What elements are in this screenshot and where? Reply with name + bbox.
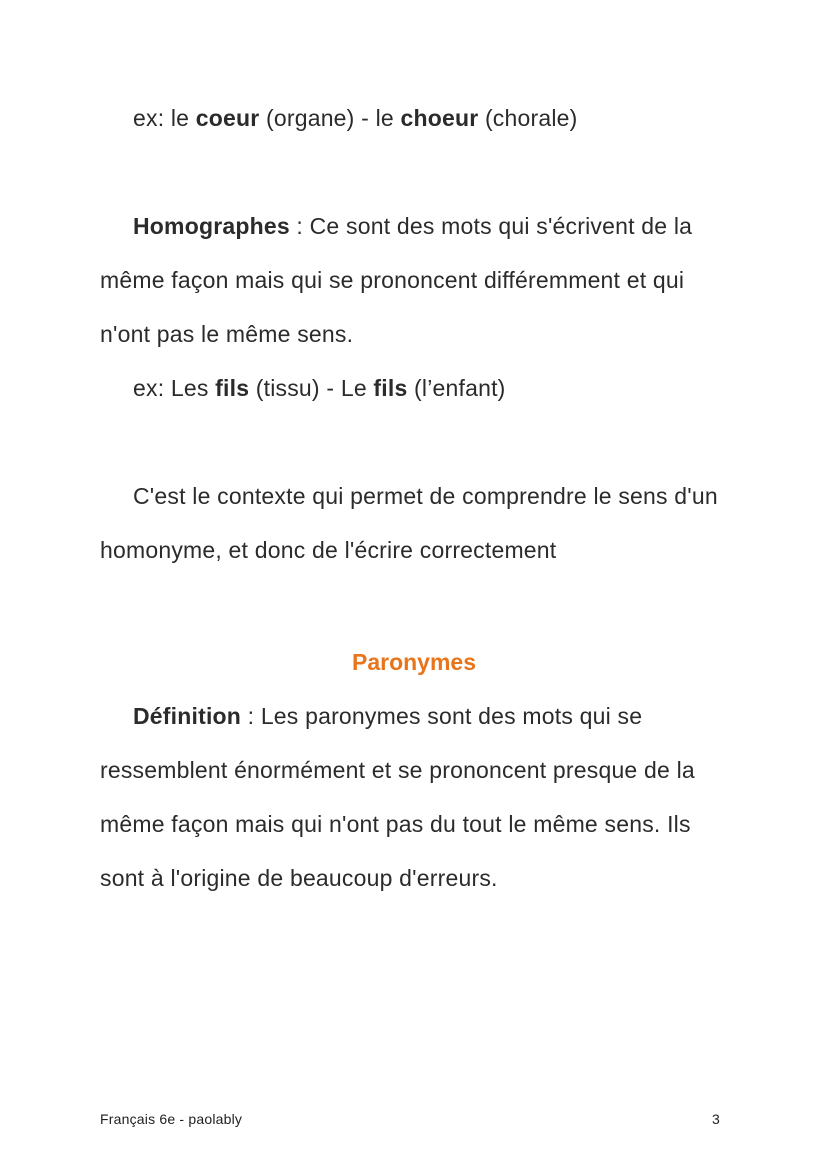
- page-footer: [100, 1111, 720, 1127]
- example-fils: [100, 361, 728, 415]
- text-run: (chorale): [478, 105, 578, 131]
- bold-term-definition: Définition: [133, 703, 242, 729]
- paragraph-homographes: [100, 199, 728, 361]
- text-run: C'est le contexte qui permet de comprendre le sens d'un homonyme, et donc de l'écrire correctement: [100, 483, 718, 563]
- section-heading-paronymes: Paronymes: [351, 649, 476, 675]
- text-run: (l’enfant): [407, 375, 506, 401]
- text-run: (tissu) - Le: [249, 375, 374, 401]
- bold-word-fils-1: fils: [215, 375, 250, 401]
- text-run: : Ce sont des mots qui s'écrivent de la même façon mais qui se prononcent différemment et qui n'ont pas le même sens.: [100, 213, 693, 347]
- text-run: : Les paronymes sont des mots qui se ressemblent énormément et se prononcent presque de la même façon mais qui n'ont pas du tout le même sens. Ils sont à l'origine de beaucoup d'erreurs.: [100, 703, 695, 891]
- paragraph-definition: [100, 689, 728, 905]
- bold-word-choeur: choeur: [400, 105, 479, 131]
- paragraph-contexte: [100, 469, 728, 577]
- example-coeur-choeur: [100, 91, 728, 145]
- document-body: [100, 91, 728, 905]
- bold-word-coeur: coeur: [195, 105, 260, 131]
- bold-term-homographes: Homographes: [133, 213, 290, 239]
- footer-document-title: Français 6e - paolably: [100, 1111, 243, 1127]
- bold-word-fils-2: fils: [373, 375, 408, 401]
- footer-page-number: 3: [712, 1111, 720, 1127]
- text-run: (organe) - le: [259, 105, 401, 131]
- text-run: ex: Les: [133, 375, 216, 401]
- text-run: ex: le: [133, 105, 196, 131]
